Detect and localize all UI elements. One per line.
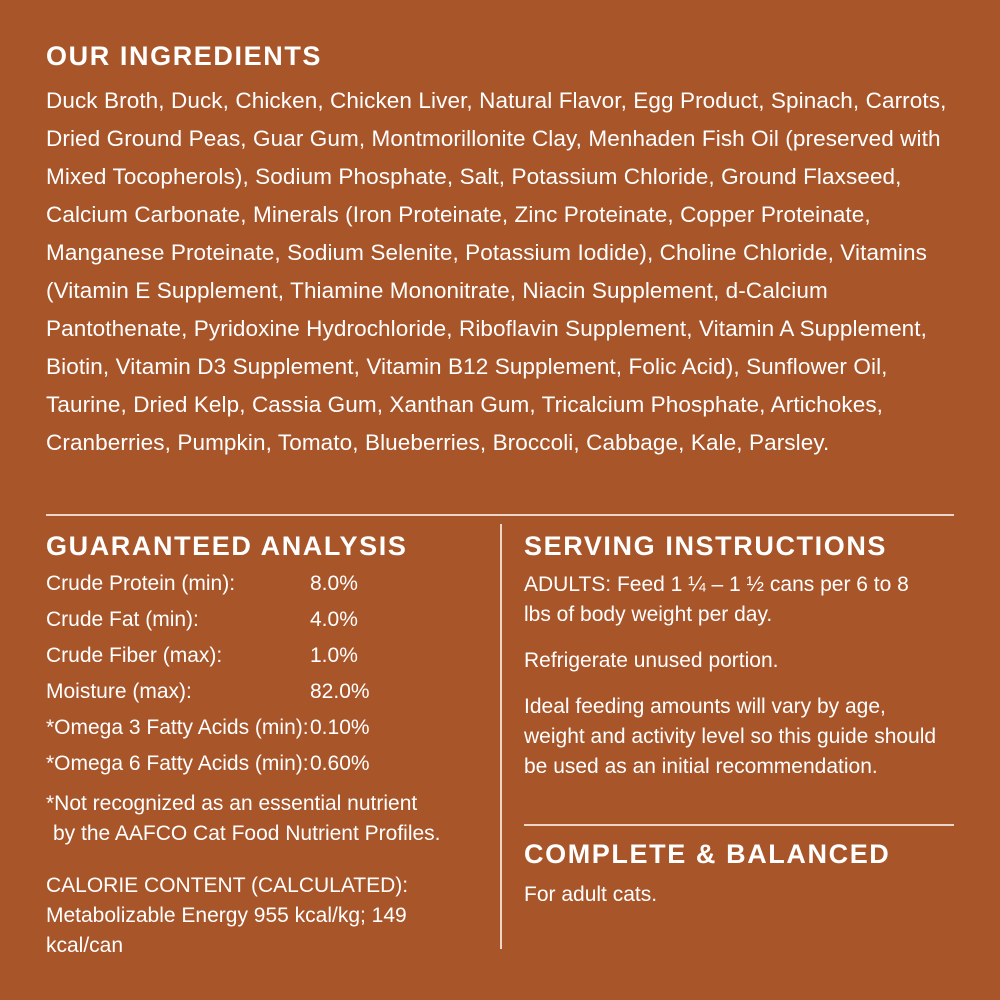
- nutrient-label: Moisture (max):: [46, 679, 192, 703]
- calorie-heading: CALORIE CONTENT (CALCULATED):: [46, 874, 409, 898]
- ingredients-list-text: Duck Broth, Duck, Chicken, Chicken Liver, Natural Flavor, Egg Product, Spinach, Carrots, Dried Ground Peas, Guar Gum, Montmorillonite Clay, Menhaden Fish Oil (preserved with Mixed Tocopherols), Sodium Phosphate, Salt, Potassium Chloride, Ground Flaxseed, Calcium Carbonate, Minerals (Iron Proteinate, Zinc Proteinate, Copper Proteinate, Manganese Proteinate, Sodium Selenite, Potassium Iodide), Choline Chloride, Vitamins (Vitamin E Supplement, Thiamine Mononitrate, Niacin Supplement, d-Calcium Pantothenate, Pyridoxine Hydrochloride, Riboflavin Supplement, Vitamin A Supplement, Biotin, Vitamin D3 Supplement, Vitamin B12 Supplement, Folic Acid), Sunflower Oil, Taurine, Dried Kelp, Cassia Gum, Xanthan Gum, Tricalcium Phosphate, Artichokes, Cranberries, Pumpkin, Tomato, Blueberries, Broccoli, Cabbage, Kale, Parsley.: [46, 87, 947, 455]
- table-row: [46, 644, 486, 667]
- serving-paragraph-adults: ADULTS: Feed 1 ¼ – 1 ½ cans per 6 to 8 lbs of body weight per day.: [524, 572, 909, 626]
- nutrient-value: 4.0%: [310, 607, 358, 631]
- table-row: [46, 572, 486, 595]
- horizontal-divider-bottom-right: [524, 824, 954, 826]
- table-row: [46, 608, 486, 631]
- ingredients-section: [46, 40, 954, 462]
- table-row: [46, 716, 486, 739]
- guaranteed-analysis-heading: GUARANTEED ANALYSIS: [46, 531, 408, 561]
- nutrient-label: Crude Fat (min):: [46, 607, 199, 631]
- footnote-line-2: by the AAFCO Cat Food Nutrient Profiles.: [53, 822, 441, 846]
- calorie-content: [46, 871, 486, 961]
- table-row: [46, 680, 486, 703]
- serving-paragraph-refrigerate: Refrigerate unused portion.: [524, 648, 779, 672]
- serving-paragraph-guidance: Ideal feeding amounts will vary by age, weight and activity level so this guide should be used as an initial recommendation.: [524, 694, 937, 778]
- nutrient-value: 82.0%: [310, 679, 370, 703]
- complete-balanced-section: [524, 840, 954, 910]
- vertical-divider: [500, 524, 502, 949]
- complete-balanced-heading: COMPLETE & BALANCED: [524, 839, 891, 869]
- ingredients-heading: OUR INGREDIENTS: [46, 41, 323, 71]
- guaranteed-analysis-section: [46, 532, 486, 961]
- nutrient-value: 0.60%: [310, 752, 370, 776]
- nutrient-value: 8.0%: [310, 571, 358, 595]
- footnote-line-1: *Not recognized as an essential nutrient: [46, 792, 418, 816]
- nutrient-label: Crude Fiber (max):: [46, 643, 223, 667]
- serving-instructions-heading: SERVING INSTRUCTIONS: [524, 531, 888, 561]
- calorie-value: Metabolizable Energy 955 kcal/kg; 149 kcal/can: [46, 904, 407, 958]
- complete-balanced-subtitle: For adult cats.: [524, 882, 658, 906]
- nutrient-value: 0.10%: [310, 716, 370, 740]
- serving-instructions-section: [524, 532, 954, 782]
- nutrient-value: 1.0%: [310, 643, 358, 667]
- nutrient-label: *Omega 3 Fatty Acids (min):: [46, 716, 309, 740]
- aafco-footnote: [46, 789, 486, 849]
- table-row: [46, 752, 486, 775]
- horizontal-divider-top: [46, 514, 954, 516]
- guaranteed-analysis-table: [46, 572, 486, 776]
- nutrient-label: Crude Protein (min):: [46, 571, 236, 595]
- nutrient-label: *Omega 6 Fatty Acids (min):: [46, 752, 309, 776]
